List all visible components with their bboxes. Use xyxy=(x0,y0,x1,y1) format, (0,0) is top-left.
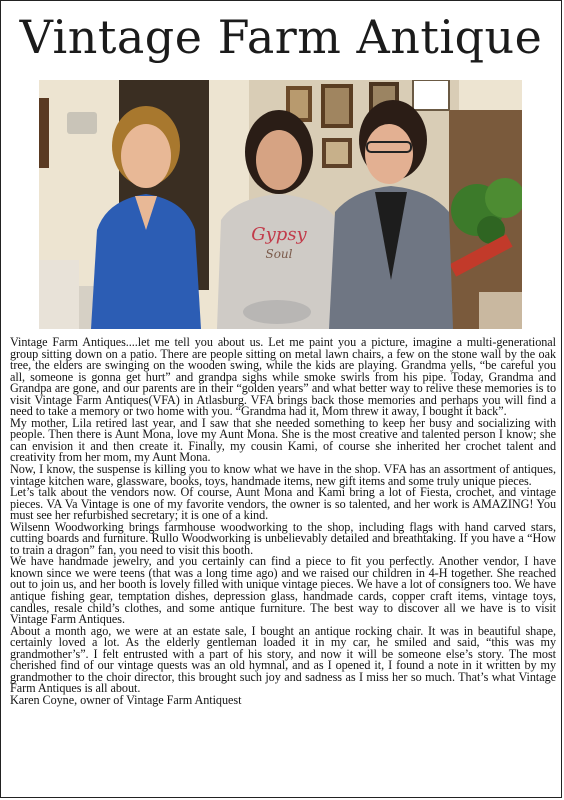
person-left-face xyxy=(121,124,171,188)
article-paragraph: About a month ago, we were at an estate sale, I bought an antique rocking chair. It was in beautiful shape, certainly loved a lot. As the elderly gentleman loaded it in my car, he smiled and said, “this was my grandmother’s”. I felt entrusted with a part of his story, and now it will be someone else’s story. The most cherished find of our vintage quests was an old hymnal, and as I opened it, I found a note in it written by my grandmother to the choir director, this brought such joy and sadness as I miss her so much. That’s what Vintage Farm Antiques is all about. xyxy=(10,623,556,696)
person-middle-face xyxy=(256,130,302,190)
masthead-title: Vintage Farm Antique xyxy=(19,10,543,64)
thermostat xyxy=(67,112,97,134)
article-paragraph: Let’s talk about the vendors now. Of course, Aunt Mona and Kami bring a lot of Fiesta, crochet, and vintage pieces. VA Va Vintage is one of my favorite vendors, the owner is so talented, and her work is AMAZING! You must see her refurbished secretary; it is one of a kind. xyxy=(10,485,556,523)
person-right-face xyxy=(365,124,413,184)
wall-shelf xyxy=(39,98,49,168)
glass-bowl xyxy=(243,300,311,324)
crock xyxy=(479,292,522,329)
article-paragraph: Now, I know, the suspense is killing you to know what we have in the shop. VFA has an assortment of antiques, vintage kitchen ware, glassware, books, toys, handmade items, new gift items and some truly unique pieces. xyxy=(10,462,556,488)
white-cabinet xyxy=(39,260,79,329)
article-paragraph: My mother, Lila retired last year, and I saw that she needed something to keep her busy and socializing with people. Then there is Aunt Mona, love my Aunt Mona. She is the most creative and talented person I know; she can envision it and then create it. Finally, my cousin Kami, of course she inherited her crochet talent and creativity from her mom, my Aunt Mona. xyxy=(10,415,556,465)
shirt-print-bottom: Soul xyxy=(265,247,293,261)
picture-frame xyxy=(413,80,449,110)
article-body xyxy=(10,337,556,707)
shirt-print-top: Gypsy xyxy=(251,224,307,245)
article-paragraph: Vintage Farm Antiques....let me tell you about us. Let me paint you a picture, imagine a multi-generational group sitting down on a patio. There are people sitting on metal lawn chairs, a few on the stone wall by the oak tree, the elders are swinging on the wooden swing, while the kids are playing. Grandma yells, “be careful you all, someone is gonna get hurt” and grandpa sighs while smoke swirls from his pipe. Today, Grandma and Grandpa are gone, and our parents are in their “golden years” and what better way to relive these memories is to visit Vintage Farm Antiques(VFA) in Atlasburg. VFA brings back those memories and perhaps you will find a need to take a memory or two home with you. “Grandma had it, Mom threw it away, I bought it back”. xyxy=(10,335,556,419)
photo-illustration xyxy=(39,80,522,329)
article-paragraph: We have handmade jewelry, and you certainly can find a piece to fit you perfectly. Another vendor, I have known since we were teens (that was a long time ago) and we raised our children in 4-H together. She reached out to join us, and her booth is lovely filled with unique vintage pieces. We have a lot of consigners too. We have antique fishing gear, temptation dishes, depression glass, handmade cards, copper craft items, vintage toys, candles, resale child’s clothes, and some antique furniture. The best way to discover all we have is to visit Vintage Farm Antiques. xyxy=(10,554,556,627)
store-photo xyxy=(39,80,522,329)
article-paragraph: Wilsenn Woodworking brings farmhouse woodworking to the shop, including flags with hand carved stars, cutting boards and furniture. Rullo Woodworking is unbelievably detailed and breathtaking. If you have a “How to train a dragon” fan, you need to visit this booth. xyxy=(10,519,556,557)
article-signature: Karen Coyne, owner of Vintage Farm Antiquest xyxy=(10,692,242,707)
